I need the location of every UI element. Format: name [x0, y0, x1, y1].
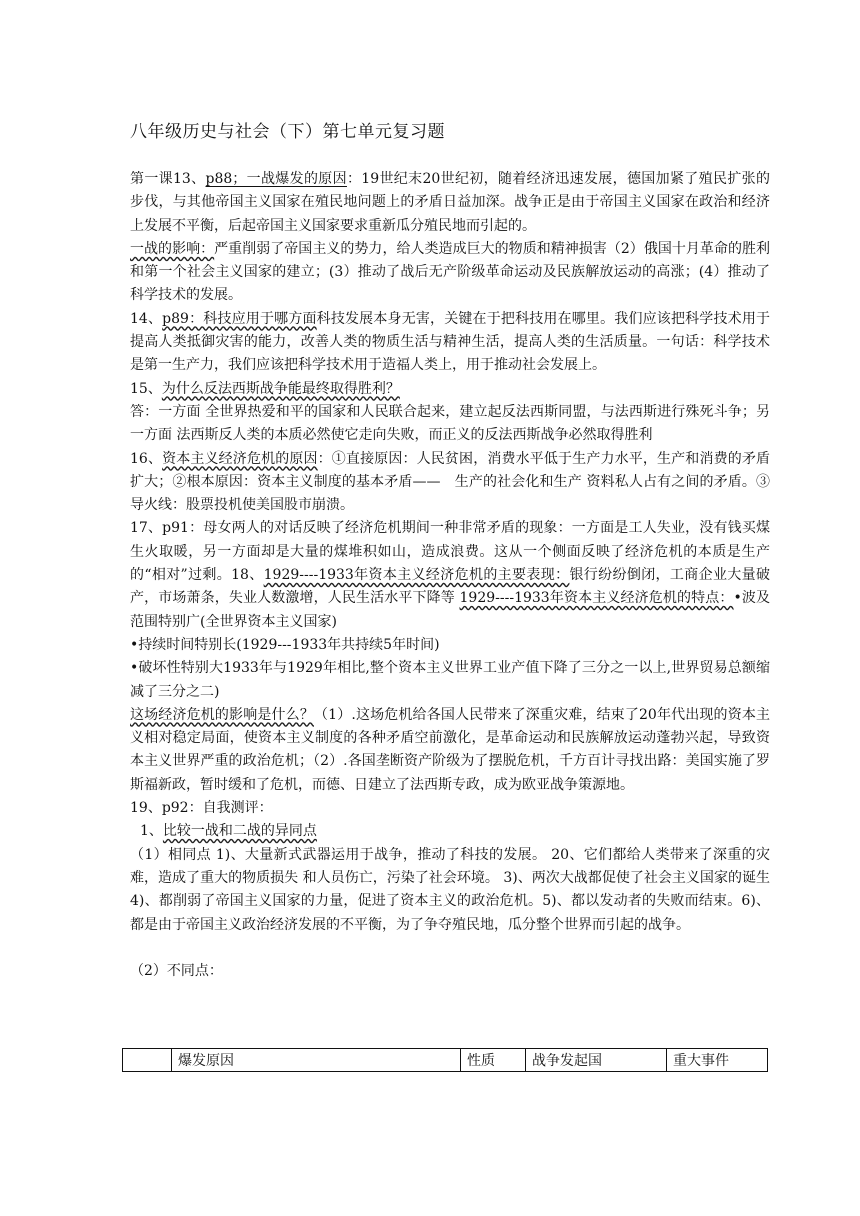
table-cell: 爆发原因 [172, 1049, 461, 1072]
paragraph-17-18 [130, 517, 770, 633]
paragraph-19: 19、p92：自我测评： [130, 800, 273, 817]
paragraph-compare [130, 820, 770, 843]
paragraph-13 [130, 168, 770, 238]
heading-compare-wars: 比较一战和二战的异同点 [162, 823, 317, 840]
para-text: 银行纷纷倒闭，工商企业大量破产，市场萧条，失业人数激增，人民生活水平下降等 [130, 567, 770, 607]
para-prefix: 15、 [130, 380, 162, 397]
spacer [130, 937, 770, 960]
heading-ww1-impact: 一战的影响： [130, 240, 215, 257]
para-text: ：①直接原因：人民贫困，消费水平低于生产力水平，生产和消费的矛盾扩大；②根本原因：资本主义制度的基本矛盾—— 生产的社会化和生产 资料私人占有之间的矛盾。③导火线：股票投机使美国股市崩溃。 [130, 450, 771, 514]
heading-crisis-impact: 这场经济危机的影响是什么？ [130, 706, 314, 723]
table-header-row [123, 1049, 768, 1072]
para-prefix: 第一课13、 [130, 171, 206, 187]
para-text: ：19世纪末20世纪初，随着经济迅速发展，德国加紧了殖民扩张的步伐，与其他帝国主义国家在殖民地问题上的矛盾日益加深。战争正是由于帝国主义国家在政治和经济上发展不平衡，后起帝国主义国家要求重新瓜分殖民地而引起的。 [130, 171, 770, 234]
paragraph-ww1-impact [130, 238, 770, 308]
paragraph-differences: （2）不同点： [130, 962, 223, 979]
table-cell: 战争发起国 [526, 1049, 667, 1072]
page-title: 八年级历史与社会（下）第七单元复习题 [130, 122, 445, 142]
heading-antifascist-victory: 为什么反法西斯战争能最终取得胜利？ [161, 380, 400, 397]
para-text: •波及范围特别广(全世界资本主义国家) [130, 590, 770, 630]
heading-tech-use: p89：科技应用于哪方面 [162, 310, 317, 327]
paragraph-15-answer: 答：一方面 全世界热爱和平的国家和人民联合起来，建立起反法西斯同盟，与法西斯进行殊死斗争；另一方面 法西斯反人类的本质必然使它走向失败，而正义的反法西斯战争必然取得胜利 [130, 403, 770, 444]
paragraph-14 [130, 308, 770, 378]
heading-crisis-causes: 资本主义经济危机的原因 [162, 450, 318, 467]
paragraph-similarities: （1）相同点 1)、大量新式武器运用于战争，推动了科技的发展。 20、它们都给人类带来了深重的灾难，造成了重大的物质损失 和人员伤亡，污染了社会环境。 3)、两次大战都促使了社会主义国家的诞生 4)、都削弱了帝国主义国家的力量，促进了资本主义的政治危机。5)、都以发动者的失败而结束。6)、都是由于帝国主义政治经济发展的不平衡，为了争夺殖民地，瓜分整个世界而引起的战争。 [130, 846, 770, 933]
para-text: 17、p91：母女两人的对话反映了经济危机期间一种非常矛盾的现象：一方面是工人失业，没有钱买煤生火取暖，另一方面却是大量的煤堆积如山，造成浪费。这从一个侧面反映了经济危机的本质是生产的“相对”过剩。18、 [130, 520, 770, 584]
heading-crisis-features: 1929----1933年资本主义经济危机的特点： [459, 590, 734, 607]
heading-ww1-causes: p88；一战爆发的原因 [205, 171, 347, 187]
table-cell: 重大事件 [667, 1049, 768, 1072]
para-prefix: 16、 [130, 450, 163, 467]
document-body [130, 168, 770, 983]
para-text: （1）.这场危机给各国人民带来了深重灾难，结束了20年代出现的资本主义相对稳定局面，使资本主义制度的各种矛盾空前激化，是革命运动和民族解放运动蓬勃兴起，导致资本主义世界严重的政治危机；（2）.各国垄断资产阶级为了摆脱危机，千方百计寻找出路：美国实施了罗斯福新政，暂时缓和了危机，而德、日建立了法西斯专政，成为欧亚战争策源地。 [130, 706, 771, 793]
bullet-duration: •持续时间特别长(1929---1933年共持续5年时间) [130, 636, 440, 653]
table-cell: 性质 [461, 1049, 526, 1072]
heading-crisis-manifestations: 1929----1933年资本主义经济危机的主要表现： [263, 567, 570, 584]
paragraph-15 [130, 378, 770, 401]
table-cell [123, 1049, 172, 1072]
comparison-table [122, 1048, 768, 1072]
para-text: 科技发展本身无害，关键在于把科技用在哪里。我们应该把科学技术用于提高人类抵御灾害的能力，改善人类的物质生活与精神生活，提高人类的生活质量。一句话：科学技术是第一生产力，我们应该把科学技术用于造福人类上，用于推动社会发展上。 [130, 310, 770, 374]
bullet-destructiveness: •破坏性特别大1933年与1929年相比,整个资本主义世界工业产值下降了三分之一以上,世界贸易总额缩减了三分之二) [130, 660, 770, 700]
paragraph-16 [130, 448, 770, 518]
para-text: 严重削弱了帝国主义的势力，给人类造成巨大的物质和精神损害（2）俄国十月革命的胜利和第一个社会主义国家的建立；(3）推动了战后无产阶级革命运动及民族解放运动的高涨；(4）推动了科学技术的发展。 [130, 240, 771, 304]
para-prefix: 14、 [130, 310, 163, 327]
paragraph-crisis-impact [130, 704, 770, 797]
para-prefix: 1、 [140, 823, 163, 840]
